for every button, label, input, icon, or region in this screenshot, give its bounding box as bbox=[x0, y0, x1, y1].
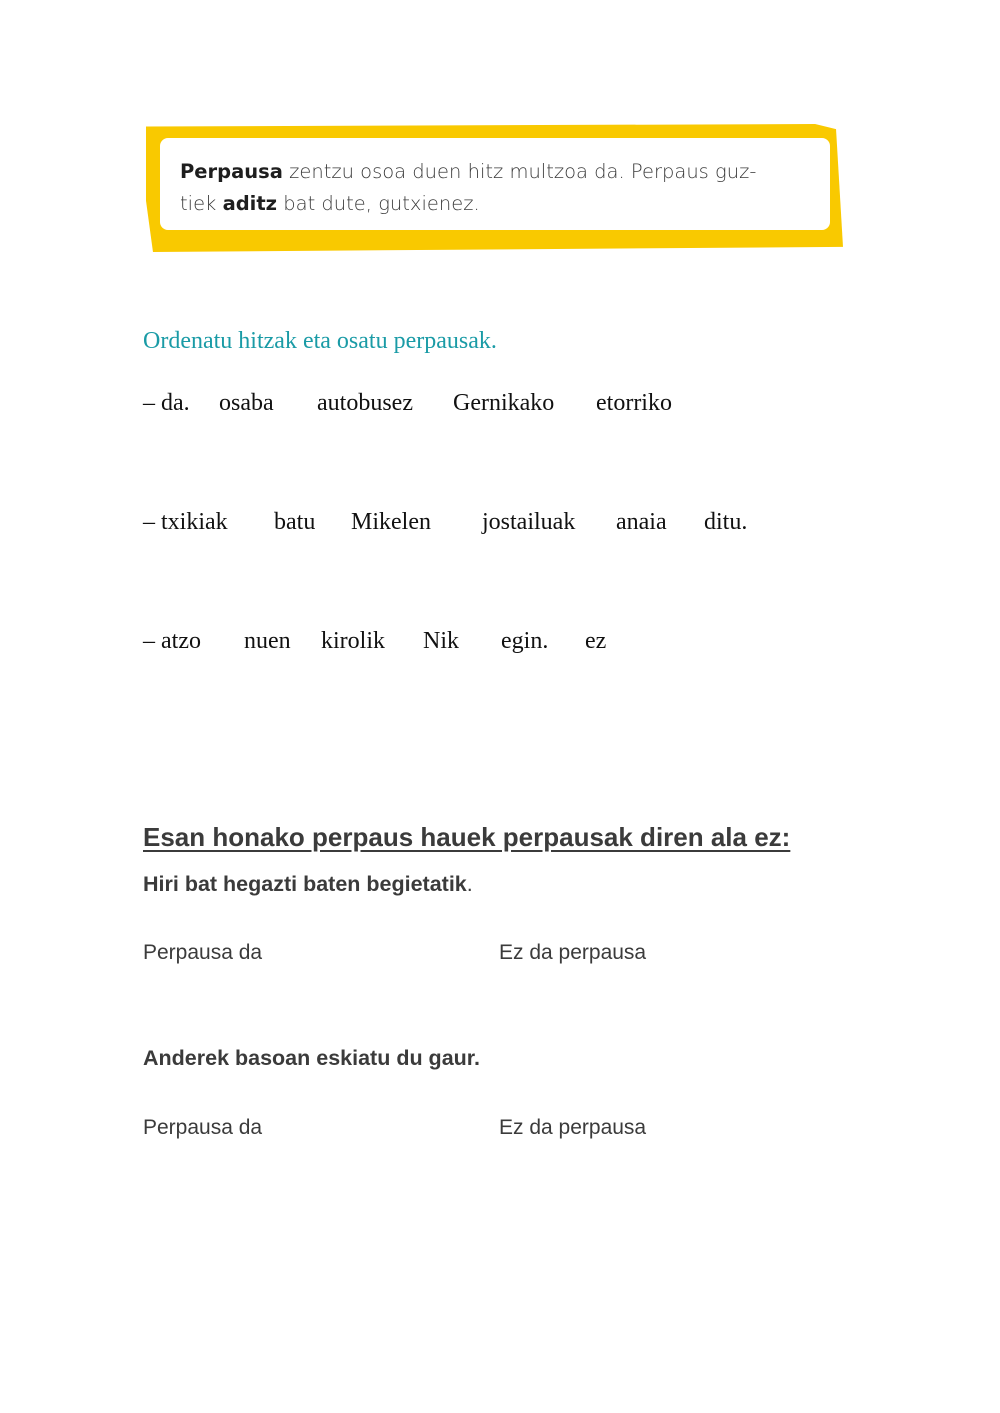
word-chip[interactable]: jostailuak bbox=[482, 509, 576, 535]
word-chip[interactable]: – atzo bbox=[143, 628, 201, 654]
sentence-2-text: Anderek basoan eskiatu du gaur. bbox=[143, 1046, 480, 1070]
definition-text bbox=[180, 156, 820, 220]
option-perpausa-da-2[interactable]: Perpausa da bbox=[143, 1116, 263, 1139]
word-chip[interactable]: – da. bbox=[143, 390, 190, 416]
sentence-1-punct: . bbox=[466, 872, 473, 896]
sentence-2 bbox=[143, 1046, 480, 1071]
word-chip[interactable]: etorriko bbox=[596, 390, 672, 416]
word-chip[interactable]: batu bbox=[274, 509, 316, 535]
word-chip[interactable]: osaba bbox=[219, 390, 274, 416]
word-chip[interactable]: – txikiak bbox=[143, 509, 228, 535]
definition-term-perpausa: Perpausa bbox=[180, 160, 283, 183]
word-chip[interactable]: nuen bbox=[244, 628, 291, 654]
word-chip[interactable]: autobusez bbox=[317, 390, 413, 416]
definition-term-aditz: aditz bbox=[222, 192, 278, 215]
definition-text-1: zentzu osoa duen hitz multzoa da. Perpaus guz- bbox=[282, 160, 757, 183]
word-chip[interactable]: Mikelen bbox=[351, 509, 431, 535]
word-chip[interactable]: ditu. bbox=[704, 509, 748, 535]
word-chip[interactable]: anaia bbox=[616, 509, 667, 535]
word-chip[interactable]: ez bbox=[585, 628, 607, 654]
option-ez-da-perpausa-1[interactable]: Ez da perpausa bbox=[499, 941, 647, 964]
option-ez-da-perpausa-2[interactable]: Ez da perpausa bbox=[499, 1116, 647, 1139]
exercise1-instruction: Ordenatu hitzak eta osatu perpausak. bbox=[143, 328, 497, 354]
word-chip[interactable]: egin. bbox=[501, 628, 549, 654]
definition-text-3: bat dute, gutxienez. bbox=[277, 192, 480, 215]
sentence-1-text: Hiri bat hegazti baten begietatik bbox=[143, 872, 467, 896]
definition-text-2: tiek bbox=[180, 192, 223, 215]
word-chip[interactable]: Nik bbox=[423, 628, 459, 654]
exercise2-title: Esan honako perpaus hauek perpausak diren ala ez: bbox=[143, 822, 791, 852]
sentence-1 bbox=[143, 872, 473, 897]
word-chip[interactable]: kirolik bbox=[321, 628, 385, 654]
option-perpausa-da-1[interactable]: Perpausa da bbox=[143, 941, 263, 964]
word-chip[interactable]: Gernikako bbox=[453, 390, 555, 416]
